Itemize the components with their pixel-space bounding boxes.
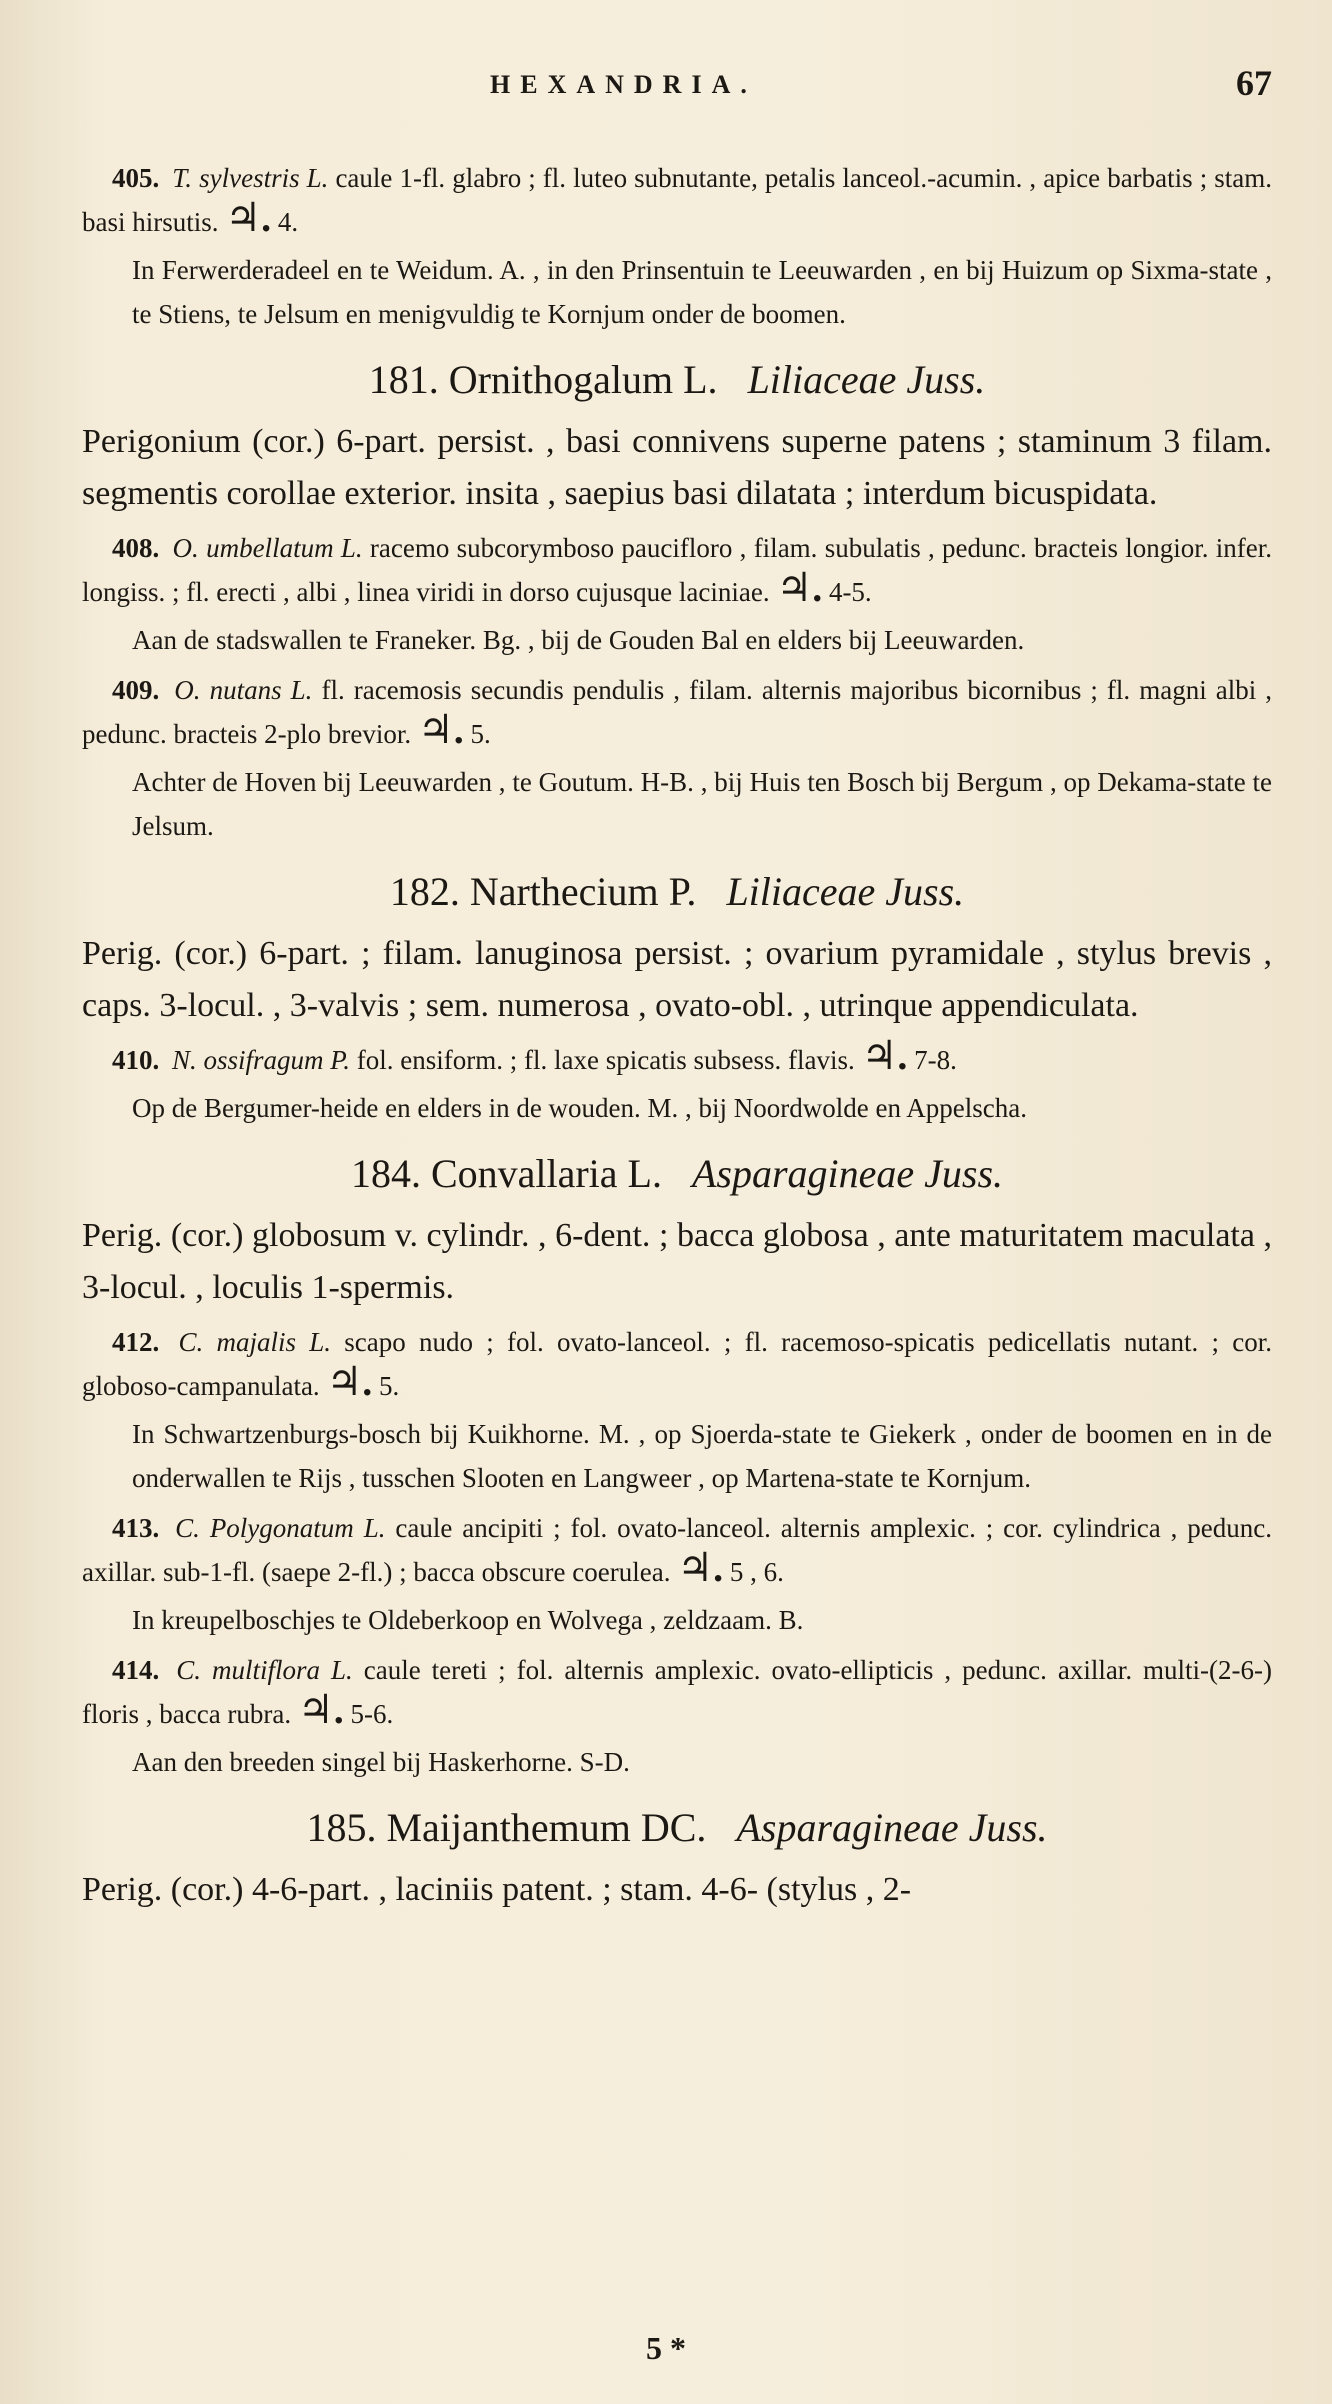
species-number: 408.: [112, 533, 160, 563]
species-number: 412.: [112, 1327, 160, 1357]
genus-family: Asparagineae Juss.: [691, 1151, 1004, 1196]
habitat-410: Op de Bergumer-heide en elders in de wouden. M. , bij Noordwolde en Appelscha.: [132, 1093, 1027, 1123]
species-name: O. nutans L.: [174, 675, 313, 705]
genus-184-description: Perig. (cor.) globosum v. cylindr. , 6-dent. ; bacca globosa , ante maturitatem maculata , 3-locul. , loculis 1-spermis.: [82, 1217, 1272, 1306]
habitat-413: In kreupelboschjes te Oldeberkoop en Wolvega , zeldzaam. B.: [132, 1605, 804, 1635]
perennial-symbol: ♃.: [677, 1545, 724, 1590]
flowering-months: 5-6.: [350, 1699, 394, 1729]
genus-182-heading: [82, 862, 1272, 922]
habitat-414: Aan den breeden singel bij Haskerhorne. S-D.: [132, 1747, 630, 1777]
species-name: O. umbellatum L.: [172, 533, 363, 563]
habitat-409: Achter de Hoven bij Leeuwarden , te Goutum. H-B. , bij Huis ten Bosch bij Bergum , op Dekama-state te Jelsum.: [132, 767, 1272, 841]
species-410: [82, 1033, 1272, 1082]
genus-family: Asparagineae Juss.: [736, 1805, 1048, 1850]
species-413: [82, 1506, 1272, 1594]
perennial-symbol: ♃.: [225, 195, 272, 240]
species-name: C. Polygonatum L.: [175, 1513, 386, 1543]
genus-185-heading: [82, 1798, 1272, 1858]
species-414: [82, 1648, 1272, 1736]
species-number: 405.: [112, 163, 160, 193]
species-description: caule 1-fl. glabro ; fl. luteo subnutante, petalis lanceol.-acumin. , apice barbatis ; stam. basi hirsutis.: [82, 163, 1272, 237]
page-number: 67: [1236, 63, 1272, 103]
genus-title: 184. Convallaria L.: [350, 1151, 662, 1196]
species-description: caule ancipiti ; fol. ovato-lanceol. alternis amplexic. ; cor. cylindrica , pedunc. axillar. sub-1-fl. (saepe 2-fl.) ; bacca obscure coerulea.: [82, 1513, 1272, 1587]
species-description: fol. ensiform. ; fl. laxe spicatis subsess. flavis.: [356, 1045, 855, 1075]
perennial-symbol: ♃.: [861, 1033, 908, 1078]
signature-mark: 5 *: [646, 2330, 686, 2366]
species-description: caule tereti ; fol. alternis amplexic. ovato-ellipticis , pedunc. axillar. multi-(2-6-) floris , bacca rubra.: [82, 1655, 1273, 1729]
species-name: T. sylvestris L.: [172, 163, 329, 193]
species-description: fl. racemosis secundis pendulis , filam. alternis majoribus bicornibus ; fl. magni albi , pedunc. bracteis 2-plo brevior.: [82, 675, 1273, 749]
species-name: C. multiflora L.: [176, 1655, 353, 1685]
species-name: C. majalis L.: [178, 1327, 332, 1357]
flowering-months: 4-5.: [828, 577, 872, 607]
species-412: [82, 1320, 1272, 1408]
genus-181-heading: [82, 350, 1272, 410]
running-title: HEXANDRIA.: [490, 70, 757, 99]
genus-title: 181. Ornithogalum L.: [368, 357, 718, 402]
species-description: racemo subcorymboso paucifloro , filam. subulatis , pedunc. bracteis longior. infer. longiss. ; fl. erecti , albi , linea viridi in dorso cujusque laciniae.: [82, 533, 1273, 607]
habitat-408: Aan de stadswallen te Franeker. Bg. , bij de Gouden Bal en elders bij Leeuwarden.: [132, 625, 1025, 655]
species-number: 413.: [112, 1513, 160, 1543]
genus-title: 182. Narthecium P.: [389, 869, 697, 914]
perennial-symbol: ♃.: [776, 565, 823, 610]
genus-family: Liliaceae Juss.: [747, 357, 986, 402]
species-description: scapo nudo ; fol. ovato-lanceol. ; fl. racemoso-spicatis pedicellatis nutant. ; cor. globoso-campanulata.: [82, 1327, 1272, 1401]
species-409: [82, 668, 1272, 756]
genus-181-description: Perigonium (cor.) 6-part. persist. , basi connivens superne patens ; staminum 3 filam. segmentis corollae exterior. insita , saepius basi dilatata ; interdum bicuspidata.: [82, 423, 1272, 512]
flowering-months: 7-8.: [914, 1045, 957, 1075]
genus-family: Liliaceae Juss.: [726, 869, 965, 914]
species-408: [82, 526, 1272, 614]
genus-185-description: Perig. (cor.) 4-6-part. , laciniis patent. ; stam. 4-6- (stylus , 2-: [82, 1871, 912, 1908]
habitat-405: In Ferwerderadeel en te Weidum. A. , in den Prinsentuin te Leeuwarden , en bij Huizum op Sixma-state , te Stiens, te Jelsum en menigvuldig te Kornjum onder de boomen.: [132, 255, 1272, 329]
perennial-symbol: ♃.: [326, 1359, 373, 1404]
perennial-symbol: ♃.: [417, 707, 464, 752]
page-content: [82, 150, 1272, 1916]
species-name: N. ossifragum P.: [172, 1045, 351, 1075]
species-number: 409.: [112, 675, 160, 705]
species-number: 410.: [112, 1045, 160, 1075]
genus-182-description: Perig. (cor.) 6-part. ; filam. lanuginosa persist. ; ovarium pyramidale , stylus brevis , caps. 3-locul. , 3-valvis ; sem. numerosa , ovato-obl. , utrinque appendiculata.: [82, 935, 1272, 1024]
flowering-months: 4.: [277, 207, 299, 237]
flowering-months: 5.: [379, 1371, 400, 1401]
species-405: [82, 156, 1272, 244]
genus-title: 185. Maijanthemum DC.: [306, 1805, 707, 1850]
habitat-412: In Schwartzenburgs-bosch bij Kuikhorne. M. , op Sjoerda-state te Giekerk , onder de boomen en in de onderwallen te Rijs , tusschen Slooten en Langweer , op Martena-state te Kornjum.: [132, 1419, 1272, 1493]
page-header: [110, 62, 1272, 122]
flowering-months: 5.: [470, 719, 491, 749]
genus-184-heading: [82, 1144, 1272, 1204]
species-number: 414.: [112, 1655, 160, 1685]
flowering-months: 5 , 6.: [729, 1557, 784, 1587]
perennial-symbol: ♃.: [297, 1687, 344, 1732]
